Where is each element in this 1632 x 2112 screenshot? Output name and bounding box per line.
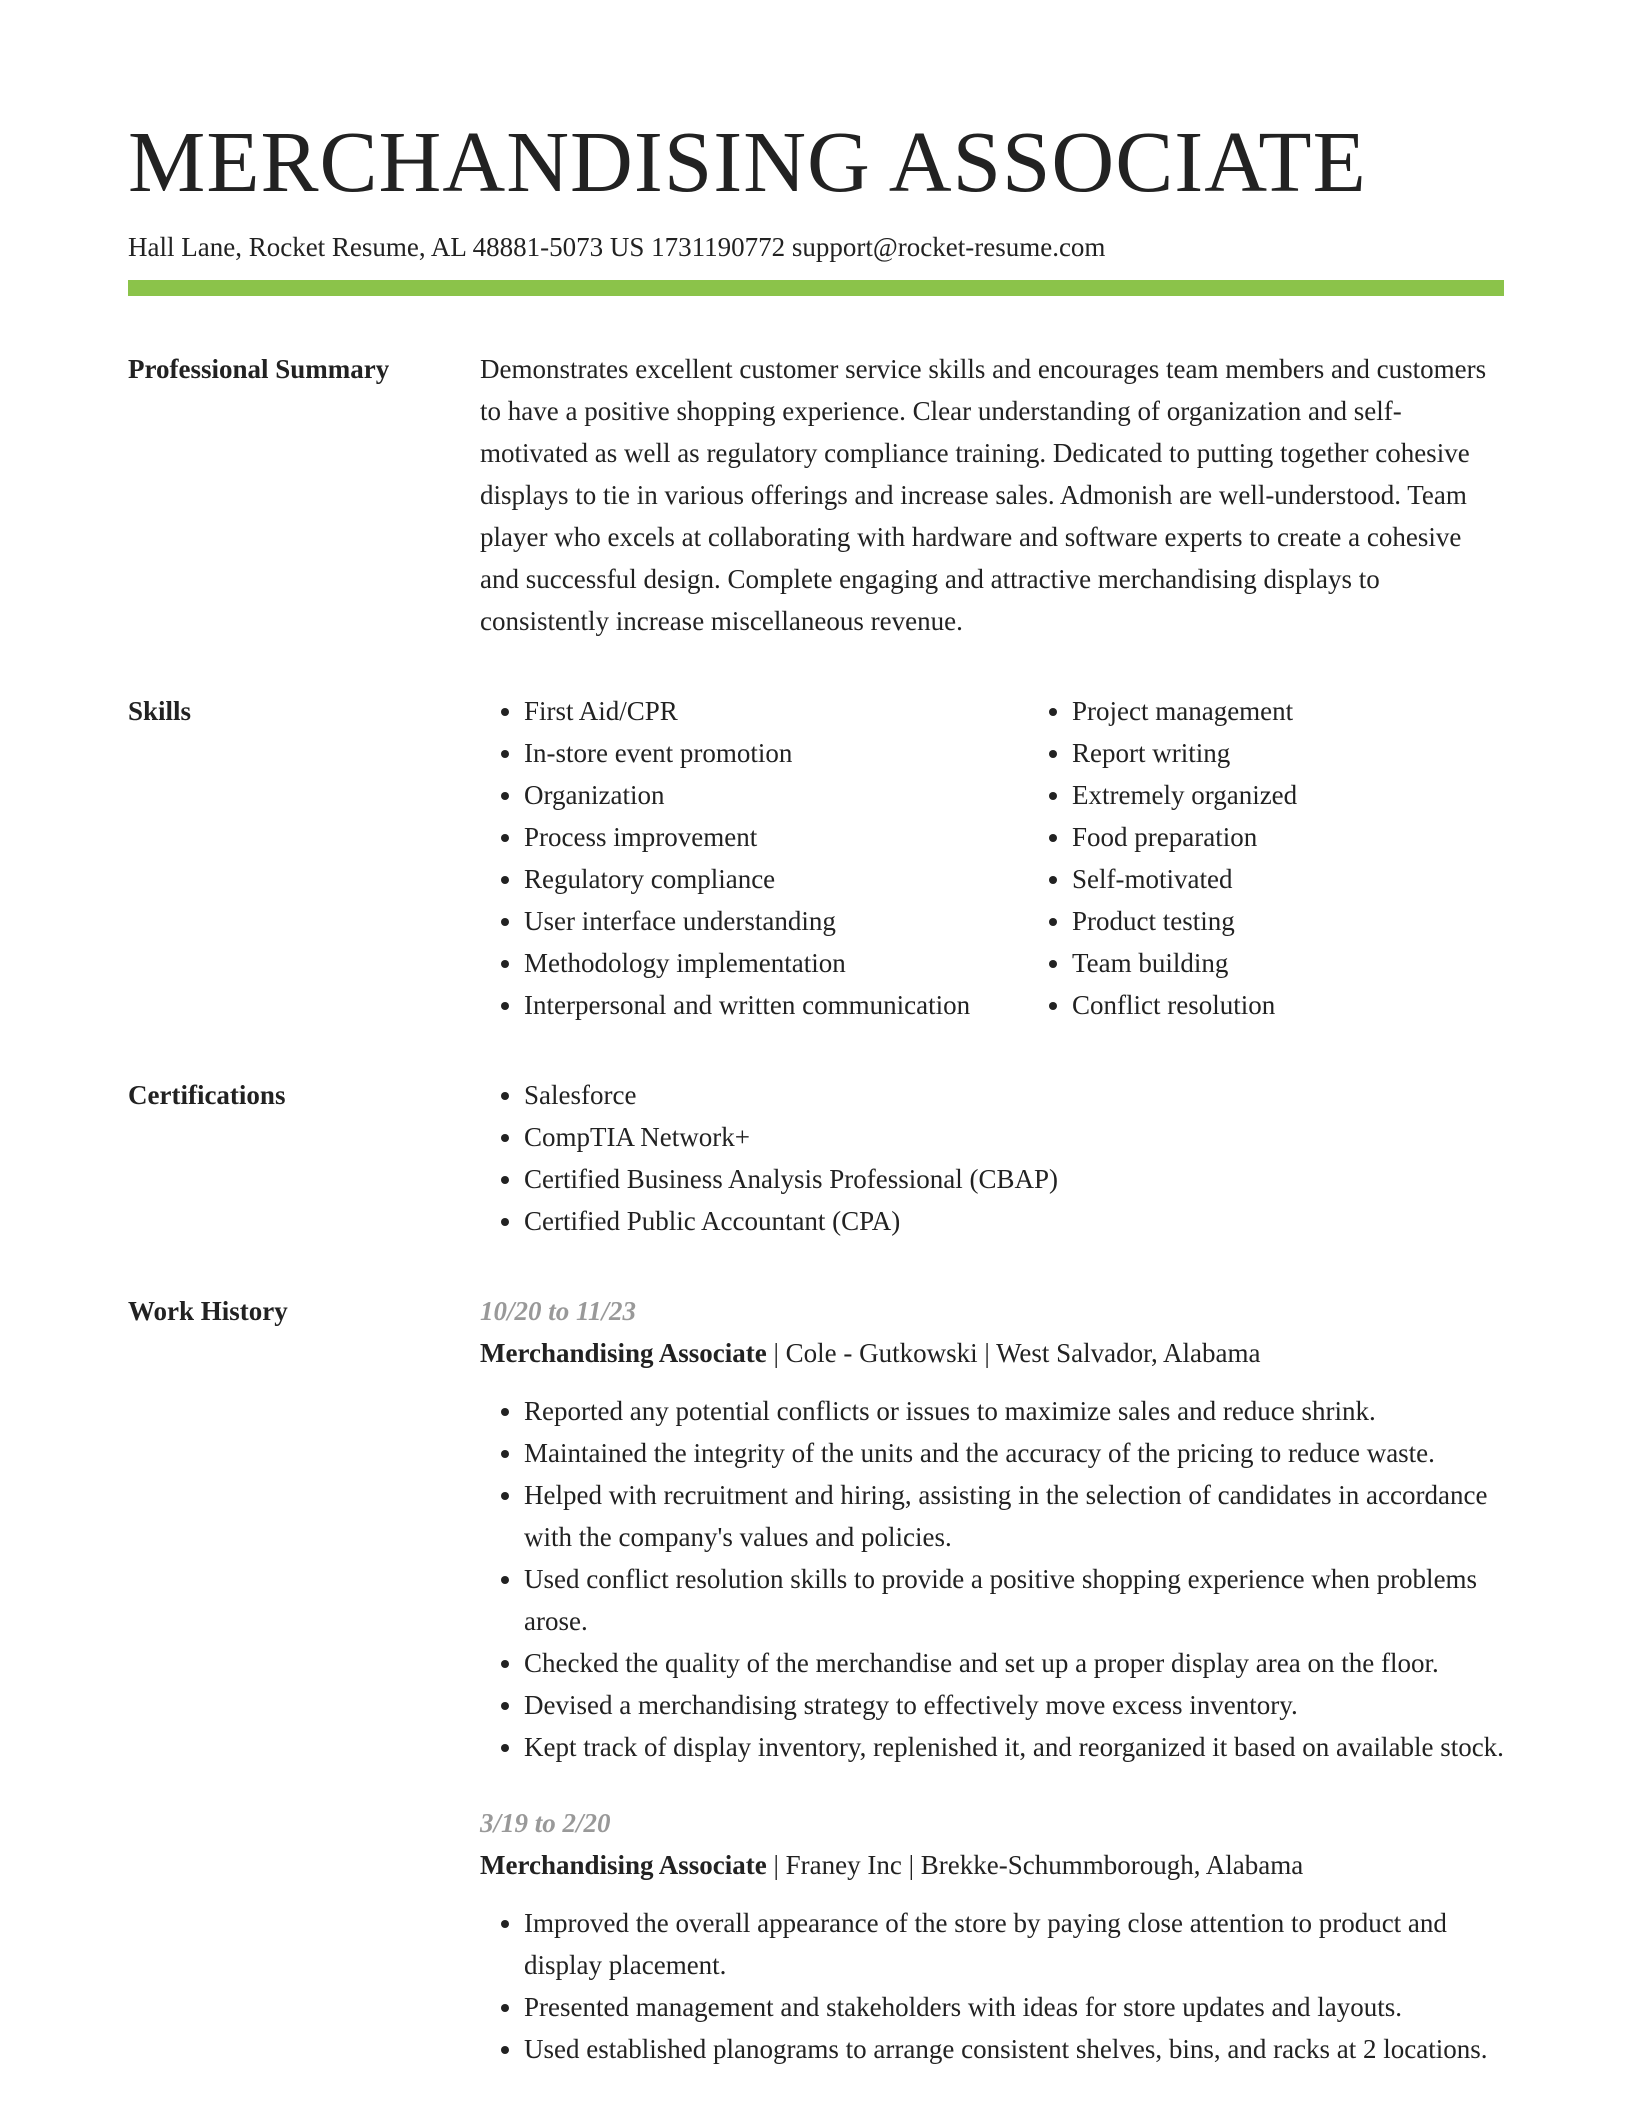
section-label-certifications: Certifications	[128, 1080, 286, 1111]
job-entry	[480, 1290, 1504, 1768]
certification-item: • Certified Business Analysis Professional (CBAP)	[524, 1158, 1504, 1200]
summary-section	[128, 348, 1504, 642]
skill-item: • Extremely organized	[1072, 774, 1576, 816]
skill-item: • Project management	[1072, 690, 1576, 732]
skills-body	[480, 690, 1504, 1026]
skill-item: • Conflict resolution	[1072, 984, 1576, 1026]
certifications-list	[480, 1074, 1504, 1242]
job-entry	[480, 1802, 1504, 2070]
job-bullet: • Reported any potential conflicts or issues to maximize sales and reduce shrink.	[524, 1390, 1504, 1432]
summary-body	[480, 348, 1504, 642]
skills-grid	[480, 690, 1504, 1026]
summary-text: Demonstrates excellent customer service skills and encourages team members and customers to have a positive shopping experience. Clear understanding of organization and self-motivated as well as regulatory compliance training. Dedicated to putting together cohesive displays to tie in various offerings and increase sales. Admonish are well-understood. Team player who excels at collaborating with hardware and software experts to create a cohesive and successful design. Complete engaging and attractive merchandising displays to consistently increase miscellaneous revenue.	[480, 354, 1487, 637]
skill-item: • In-store event promotion	[524, 732, 1028, 774]
skill-item: • Food preparation	[1072, 816, 1576, 858]
job-bullet: • Helped with recruitment and hiring, assisting in the selection of candidates in accordance with the company's values and policies.	[524, 1474, 1504, 1558]
job-dates: 3/19 to 2/20	[480, 1808, 611, 1839]
job-title: Merchandising Associate	[480, 1338, 767, 1369]
certifications-body	[480, 1074, 1504, 1242]
accent-divider	[128, 280, 1504, 296]
job-title: Merchandising Associate	[480, 1850, 767, 1881]
job-bullets	[480, 1902, 1504, 2070]
skills-section	[128, 690, 1504, 1026]
certifications-section	[128, 1074, 1504, 1242]
section-label-summary: Professional Summary	[128, 354, 390, 385]
certification-item: • CompTIA Network+	[524, 1116, 1504, 1158]
job-bullet: • Maintained the integrity of the units and the accuracy of the pricing to reduce waste.	[524, 1432, 1504, 1474]
skill-item: • User interface understanding	[524, 900, 1028, 942]
section-label-work-history: Work History	[128, 1296, 288, 1327]
skill-item: • Regulatory compliance	[524, 858, 1028, 900]
skill-item: • Report writing	[1072, 732, 1576, 774]
section-label-skills: Skills	[128, 696, 192, 727]
skill-item: • Process improvement	[524, 816, 1028, 858]
job-heading	[480, 1844, 1504, 1886]
job-bullet: • Improved the overall appearance of the store by paying close attention to product and display placement.	[524, 1902, 1504, 1986]
job-bullet: • Checked the quality of the merchandise and set up a proper display area on the floor.	[524, 1642, 1504, 1684]
skill-item: • Interpersonal and written communication	[524, 984, 1028, 1026]
skill-item: • First Aid/CPR	[524, 690, 1028, 732]
resume-name: MERCHANDISING ASSOCIATE	[128, 113, 1367, 210]
certification-item: • Salesforce	[524, 1074, 1504, 1116]
job-employer-location: | Franey Inc | Brekke-Schummborough, Alabama	[766, 1850, 1304, 1881]
skill-item: • Product testing	[1072, 900, 1576, 942]
job-bullet: • Used established planograms to arrange consistent shelves, bins, and racks at 2 locations.	[524, 2028, 1504, 2070]
job-bullet: • Kept track of display inventory, replenished it, and reorganized it based on available stock.	[524, 1726, 1504, 1768]
skills-column-2	[1028, 690, 1576, 1026]
certification-item: • Certified Public Accountant (CPA)	[524, 1200, 1504, 1242]
job-bullet: • Used conflict resolution skills to provide a positive shopping experience when problems arose.	[524, 1558, 1504, 1642]
skill-item: • Organization	[524, 774, 1028, 816]
skills-column-1	[480, 690, 1028, 1026]
work-history-section	[128, 1290, 1504, 2070]
job-bullet: • Presented management and stakeholders with ideas for store updates and layouts.	[524, 1986, 1504, 2028]
job-bullet: • Devised a merchandising strategy to effectively move excess inventory.	[524, 1684, 1504, 1726]
contact-line: Hall Lane, Rocket Resume, AL 48881-5073 US 1731190772 support@rocket-resume.com	[128, 232, 1106, 262]
job-employer-location: | Cole - Gutkowski | West Salvador, Alabama	[766, 1338, 1261, 1369]
skill-item: • Methodology implementation	[524, 942, 1028, 984]
skill-item: • Self-motivated	[1072, 858, 1576, 900]
job-heading	[480, 1332, 1504, 1374]
work-history-body	[480, 1290, 1504, 2070]
job-bullets	[480, 1390, 1504, 1768]
skill-item: • Team building	[1072, 942, 1576, 984]
job-dates: 10/20 to 11/23	[480, 1296, 637, 1327]
